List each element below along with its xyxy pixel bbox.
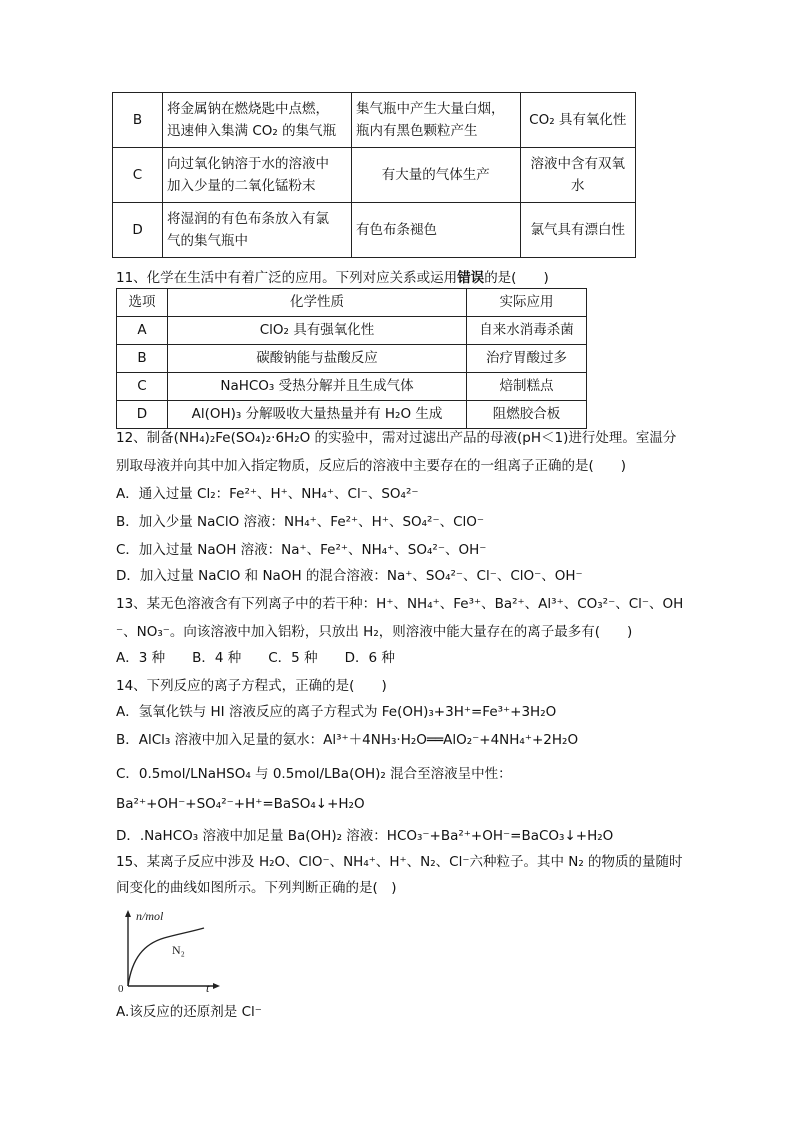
row-label: B [113,93,163,148]
q11-stem: 11、化学在生活中有着广泛的应用。下列对应关系或运用错误的是( ) [116,270,549,286]
origin-label: 0 [118,983,124,992]
n2-amount-time-graph [116,908,222,992]
x-axis-arrow [213,983,220,989]
q12-line1: 12、制备(NH₄)₂Fe(SO₄)₂·6H₂O 的实验中，需对过滤出产品的母液(pH＜1)进行处理。室温分 [116,430,677,446]
operation-cell: 将湿润的有色布条放入有氯 气的集气瓶中 [163,203,352,258]
q14-option-b: B．AlCl₃ 溶液中加入足量的氨水：Al³⁺＋4NH₃·H₂O══AlO₂⁻+4NH₄⁺+2H₂O [116,732,579,748]
q15-option-a: A.该反应的还原剂是 Cl⁻ [116,1004,262,1020]
curve-label: N₂ [172,943,185,957]
phenomenon-cell: 集气瓶中产生大量白烟， 瓶内有黑色颗粒产生 [352,93,521,148]
conclusion-cell: 溶液中含有双氧 水 [520,148,635,203]
table-row [113,148,636,203]
q12-option-c: C．加入过量 NaOH 溶液：Na⁺、Fe²⁺、NH₄⁺、SO₄²⁻、OH⁻ [116,542,487,558]
q14-option-a: A．氢氧化铁与 HI 溶液反应的离子方程式为 Fe(OH)₃+3H⁺=Fe³⁺+3H₂O [116,704,557,720]
table-row [113,203,636,258]
q12-option-b: B．加入少量 NaClO 溶液：NH₄⁺、Fe²⁺、H⁺、SO₄²⁻、ClO⁻ [116,514,485,530]
table-row: A ClO₂ 具有强氧化性 自来水消毒杀菌 [117,317,587,345]
table-row: B 碳酸钠能与盐酸反应 治疗胃酸过多 [117,345,587,373]
y-axis-arrow [125,910,131,917]
conclusion-cell: CO₂ 具有氧化性 [520,93,635,148]
q14-stem: 14、下列反应的离子方程式，正确的是( ) [116,678,387,694]
q11-table [116,288,587,429]
experiment-table [112,92,636,258]
q13-line1: 13、某无色溶液含有下列离子中的若干种：H⁺、NH₄⁺、Fe³⁺、Ba²⁺、Al³⁺、CO₃²⁻、Cl⁻、OH [116,596,684,612]
q11-header-application: 实际应用 [467,289,587,317]
conclusion-cell: 氯气具有漂白性 [520,203,635,258]
x-axis-label: t [206,981,210,992]
q14-option-c-equation: Ba²⁺+OH⁻+SO₄²⁻+H⁺=BaSO₄↓+H₂O [116,796,365,812]
operation-cell: 向过氧化钠溶于水的溶液中 加入少量的二氧化锰粉末 [163,148,352,203]
q11-header-option: 选项 [117,289,168,317]
table-row [113,93,636,148]
q12-option-a: A．通入过量 Cl₂：Fe²⁺、H⁺、NH₄⁺、Cl⁻、SO₄²⁻ [116,486,419,502]
phenomenon-cell: 有色布条褪色 [352,203,521,258]
q12-line2: 别取母液并向其中加入指定物质，反应后的溶液中主要存在的一组离子正确的是( ) [116,458,627,474]
q13-line2: ⁻、NO₃⁻。向该溶液中加入铝粉，只放出 H₂，则溶液中能大量存在的离子最多有( ) [116,624,633,640]
q12-option-d: D．加入过量 NaClO 和 NaOH 的混合溶液：Na⁺、SO₄²⁻、Cl⁻、ClO⁻、OH⁻ [116,568,583,584]
q11-header-property: 化学性质 [168,289,467,317]
row-label: D [113,203,163,258]
q15-line2: 间变化的曲线如图所示。下列判断正确的是( ) [116,880,397,896]
phenomenon-cell: 有大量的气体生产 [352,148,521,203]
n2-curve [128,928,204,986]
table-row: D Al(OH)₃ 分解吸收大量热量并有 H₂O 生成 阻燃胶合板 [117,401,587,429]
operation-cell: 将金属钠在燃烧匙中点燃， 迅速伸入集满 CO₂ 的集气瓶 [163,93,352,148]
q14-option-d: D．.NaHCO₃ 溶液中加足量 Ba(OH)₂ 溶液：HCO₃⁻+Ba²⁺+OH⁻=BaCO₃↓+H₂O [116,828,614,844]
q14-option-c: C．0.5mol/LNaHSO₄ 与 0.5mol/LBa(OH)₂ 混合至溶液呈中性： [116,766,512,782]
table-row: C NaHCO₃ 受热分解并且生成气体 焙制糕点 [117,373,587,401]
y-axis-label: n/mol [136,909,164,923]
q15-line1: 15、某离子反应中涉及 H₂O、ClO⁻、NH₄⁺、H⁺、N₂、Cl⁻六种粒子。其中 N₂ 的物质的量随时 [116,854,683,870]
q13-options: A．3 种 B．4 种 C．5 种 D．6 种 [116,650,395,666]
row-label: C [113,148,163,203]
